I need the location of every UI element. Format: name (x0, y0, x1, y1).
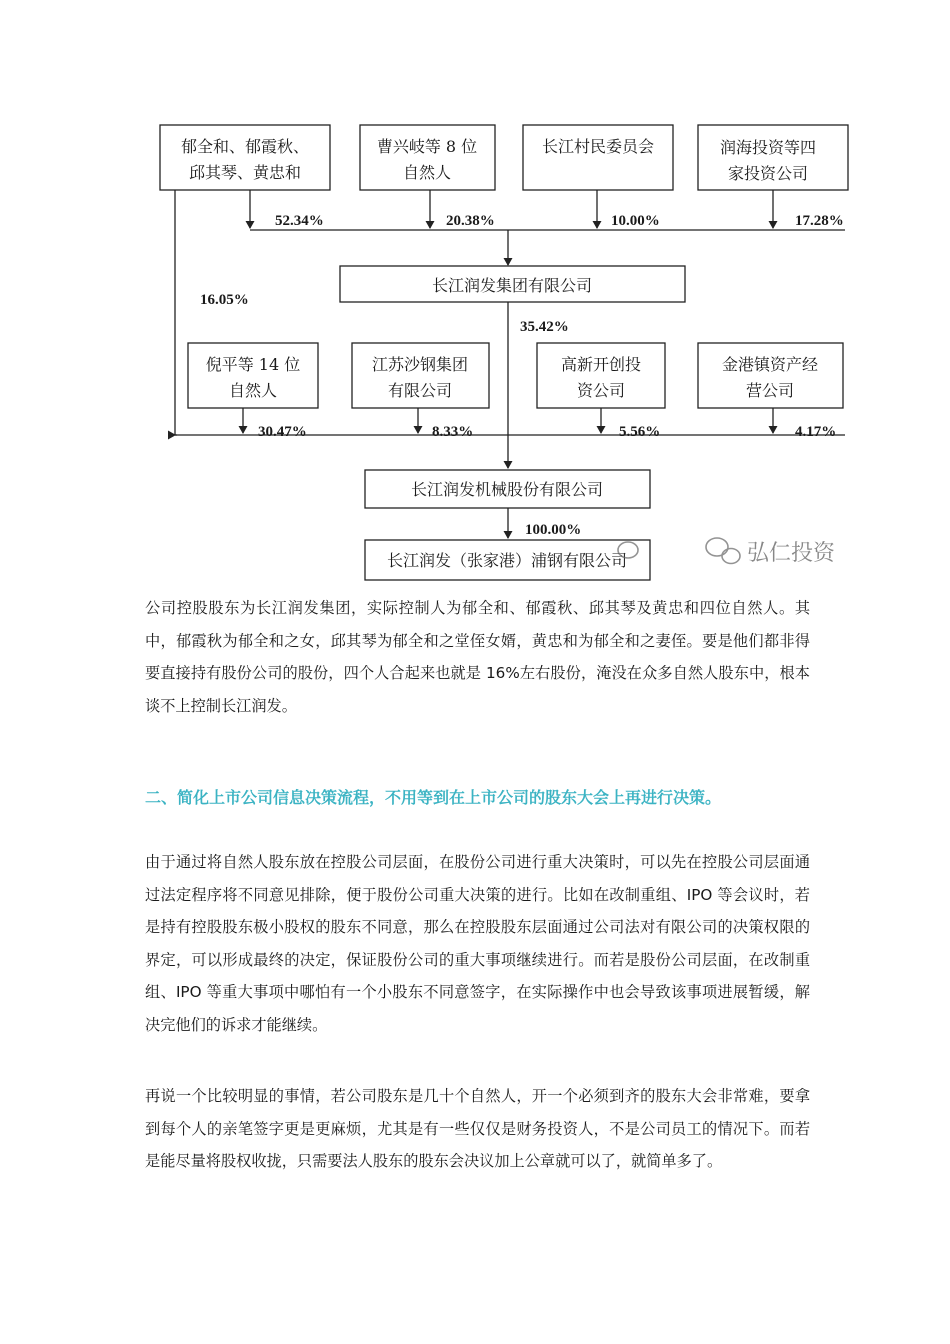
top-shareholder-box (160, 125, 330, 190)
box-text: 营公司 (745, 381, 795, 400)
top-shareholder-box (698, 125, 848, 190)
mid-shareholder-box (537, 343, 665, 408)
box-text: 有限公司 (387, 381, 453, 400)
box-text: 润海投资等四 (719, 138, 817, 157)
box-text: 邱其琴、黄忠和 (188, 163, 302, 182)
paragraph-decision-flow: 由于通过将自然人股东放在控股公司层面，在股份公司进行重大决策时，可以先在控股公司层面通过法定程序将不同意见排除，便于股份公司重大决策的进行。比如在改制重组、IPO 等会议时，若是持有控股股东极小股权的股东不同意，那么在控股股东层面通过公司法对有限公司的决策权限的界定，可以形成最终的决定，保证股份公司的重大事项继续进行。而若是股份公司层面，在改制重组、IPO 等重大事项中哪怕有一个小股东不同意签字，在实际操作中也会导致该事项进展暂缓，解决完他们的诉求才能继续。 (145, 853, 810, 1034)
paragraph-shareholder-meeting: 再说一个比较明显的事情，若公司股东是几十个自然人，开一个必须到齐的股东大会非常难，要拿到每个人的亲笔签字更是更麻烦，尤其是有一些仅仅是财务投资人，不是公司员工的情况下。而若是能尽量将股权收拢，只需要法人股东的股东会决议加上公章就可以了，就简单多了。 (145, 1087, 810, 1170)
top-shareholder-box (360, 125, 495, 190)
percentage-label: 10.00% (611, 213, 660, 229)
listed-company-box (365, 470, 650, 508)
percentage-label: 4.17% (795, 424, 837, 440)
mid-shareholder-box (188, 343, 318, 408)
group-company-box (340, 266, 685, 302)
box-text: 自然人 (402, 163, 452, 182)
percentage-label: 35.42% (520, 319, 569, 335)
box-text: 金港镇资产经 (721, 355, 819, 374)
box-text: 资公司 (576, 381, 626, 400)
top-shareholder-box (523, 125, 673, 190)
box-text: 长江润发集团有限公司 (431, 276, 593, 295)
section-heading: 二、简化上市公司信息决策流程，不用等到在上市公司的股东大会上再进行决策。 (145, 788, 722, 807)
percentage-label: 8.33% (432, 424, 474, 440)
percentage-label: 17.28% (795, 213, 844, 229)
box-text: 长江润发（张家港）浦钢有限公司 (386, 551, 628, 570)
paragraph-control: 公司控股股东为长江润发集团，实际控制人为郁全和、郁霞秋、邱其琴及黄忠和四位自然人。其中，郁霞秋为郁全和之女，邱其琴为郁全和之堂侄女婿，黄忠和为郁全和之妻侄。要是他们都非得要直接持有股份公司的股份，四个人合起来也就是 16%左右股份，淹没在众多自然人股东中，根本谈不上控制长江润发。 (145, 599, 810, 715)
shareholding-structure-diagram (0, 0, 950, 600)
box-text: 高新开创投 (560, 355, 642, 374)
box-text: 家投资公司 (727, 164, 809, 183)
watermark-text: 弘仁投资 (747, 541, 836, 566)
percentage-label: 100.00% (525, 522, 582, 538)
percentage-label: 52.34% (275, 213, 324, 229)
percentage-label: 16.05% (200, 292, 249, 308)
box-text: 自然人 (228, 381, 278, 400)
box-text: 郁全和、郁霞秋、 (180, 137, 310, 156)
subsidiary-box (365, 540, 650, 580)
box-text: 长江润发机械股份有限公司 (410, 480, 604, 499)
percentage-label: 20.38% (446, 213, 495, 229)
percentage-label: 30.47% (258, 424, 307, 440)
box-text: 长江村民委员会 (541, 137, 655, 156)
box-text: 江苏沙钢集团 (371, 355, 469, 374)
wechat-watermark (618, 538, 836, 566)
percentage-label: 5.56% (619, 424, 661, 440)
mid-shareholder-box (352, 343, 489, 408)
mid-shareholder-box (698, 343, 843, 408)
box-text: 倪平等 14 位 (205, 355, 301, 374)
box-text: 曹兴岐等 8 位 (376, 137, 478, 156)
